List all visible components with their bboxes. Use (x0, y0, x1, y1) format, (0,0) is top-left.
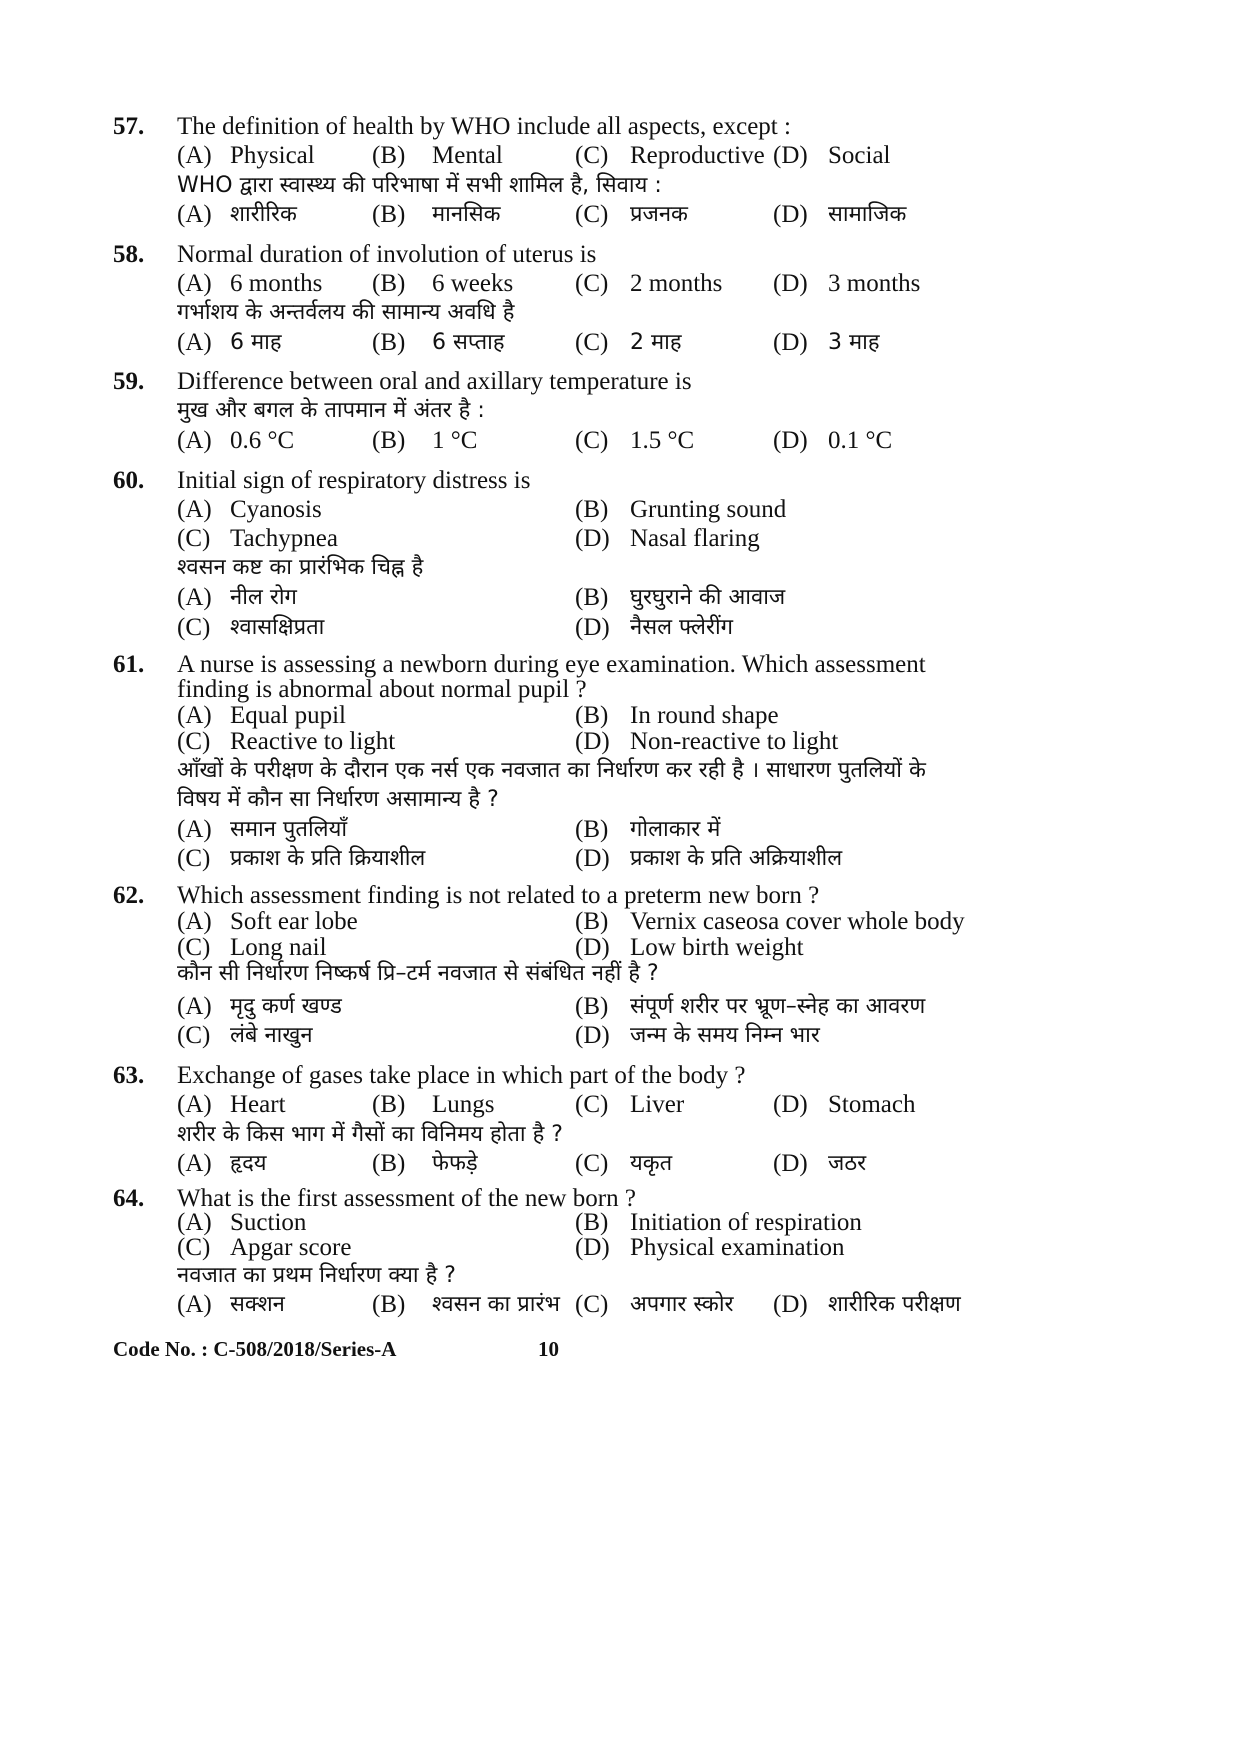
option-text: Physical examination (630, 1234, 845, 1261)
option-label: (C) (177, 1022, 211, 1049)
option-text: Stomach (828, 1091, 916, 1118)
option-text: 6 months (230, 270, 323, 297)
option-text: Low birth weight (630, 934, 804, 961)
option-text-hi: नील रोग (230, 585, 297, 610)
option-text-hi: जन्म के समय निम्न भार (630, 1023, 820, 1048)
option-text: Liver (630, 1091, 685, 1118)
option-label: (A) (177, 816, 212, 843)
option-text-hi: लंबे नाखुन (230, 1023, 313, 1048)
option-text-hi: मृदु कर्ण खण्ड (230, 994, 342, 1019)
question-text-en: Difference between oral and axillary temperature is (177, 368, 692, 395)
option-text-hi: घुरघुराने की आवाज (630, 585, 786, 610)
option-text-hi: सक्शन (230, 1292, 285, 1317)
question-text-hi: आँखों के परीक्षण के दौरान एक नर्स एक नवजात का निर्धारण कर रही है । साधारण पुतलियों के (177, 758, 926, 783)
option-label: (A) (177, 1150, 212, 1177)
option-text: Reproductive (630, 142, 765, 169)
option-text: 6 weeks (432, 270, 514, 297)
question-number: 58. (113, 241, 145, 268)
option-label: (D) (575, 1022, 610, 1049)
option-label: (B) (575, 908, 609, 935)
option-label: (D) (575, 614, 610, 641)
option-text: Soft ear lobe (230, 908, 358, 935)
question-number: 61. (113, 651, 145, 678)
question-number: 63. (113, 1062, 145, 1089)
option-text-hi: श्वसन का प्रारंभ (432, 1292, 560, 1317)
option-label: (B) (372, 1150, 406, 1177)
option-label: (D) (575, 525, 610, 552)
option-text: 1.5 °C (630, 427, 695, 454)
question-number: 59. (113, 368, 145, 395)
option-text: Apgar score (230, 1234, 352, 1261)
option-label: (A) (177, 329, 212, 356)
question-text-en: What is the first assessment of the new born ? (177, 1185, 636, 1212)
question-text-en: The definition of health by WHO include all aspects, except : (177, 113, 791, 140)
option-label: (D) (575, 1234, 610, 1261)
option-text-hi: प्रकाश के प्रति अक्रियाशील (630, 846, 843, 871)
question-text-hi: गर्भाशय के अन्तर्वलय की सामान्य अवधि है (177, 300, 515, 325)
option-label: (A) (177, 1209, 212, 1236)
option-text-hi: प्रकाश के प्रति क्रियाशील (230, 846, 426, 871)
question-number: 62. (113, 882, 145, 909)
option-text: Initiation of respiration (630, 1209, 862, 1236)
question-text-hi: कौन सी निर्धारण निष्कर्ष प्रि–टर्म नवजात से संबंधित नहीं है ? (177, 961, 659, 986)
option-text-hi: गोलाकार में (630, 817, 721, 842)
option-label: (D) (773, 427, 808, 454)
option-label: (D) (575, 728, 610, 755)
option-text-hi: 6 सप्ताह (432, 330, 505, 355)
question-number: 57. (113, 113, 145, 140)
option-label: (C) (575, 142, 609, 169)
option-text-hi: शारीरिक परीक्षण (828, 1292, 961, 1317)
option-text-hi: प्रजनक (630, 202, 688, 227)
option-label: (C) (575, 427, 609, 454)
question-text-en: finding is abnormal about normal pupil ? (177, 676, 587, 703)
option-label: (B) (372, 329, 406, 356)
option-text-hi: यकृत (630, 1151, 673, 1176)
option-text-hi: 6 माह (230, 330, 282, 355)
option-text-hi: मानसिक (432, 202, 501, 227)
option-label: (A) (177, 1091, 212, 1118)
option-text: Tachypnea (230, 525, 338, 552)
option-label: (C) (177, 614, 211, 641)
option-label: (A) (177, 427, 212, 454)
option-label: (C) (575, 1291, 609, 1318)
option-text: Reactive to light (230, 728, 396, 755)
option-label: (A) (177, 142, 212, 169)
option-text: In round shape (630, 702, 779, 729)
option-text-hi: अपगार स्कोर (630, 1292, 734, 1317)
option-label: (B) (372, 1091, 406, 1118)
option-label: (C) (575, 329, 609, 356)
option-label: (C) (177, 525, 211, 552)
option-label: (C) (575, 270, 609, 297)
option-text: 0.6 °C (230, 427, 295, 454)
option-label: (A) (177, 702, 212, 729)
option-label: (A) (177, 201, 212, 228)
option-label: (D) (575, 934, 610, 961)
option-label: (D) (773, 270, 808, 297)
option-text: Long nail (230, 934, 327, 961)
option-text: Nasal flaring (630, 525, 760, 552)
question-text-en: Exchange of gases take place in which part of the body ? (177, 1062, 746, 1089)
question-number: 60. (113, 467, 145, 494)
question-text-hi: श्वसन कष्ट का प्रारंभिक चिह्न है (177, 555, 424, 580)
option-label: (B) (575, 816, 609, 843)
option-text-hi: फेफड़े (432, 1151, 478, 1176)
option-text: Mental (432, 142, 503, 169)
option-label: (D) (773, 1091, 808, 1118)
option-label: (A) (177, 270, 212, 297)
question-text-en: Which assessment finding is not related to a preterm new born ? (177, 882, 820, 909)
option-label: (C) (575, 201, 609, 228)
option-label: (D) (773, 329, 808, 356)
option-label: (B) (372, 142, 406, 169)
option-text-hi: समान पुतलियाँ (230, 817, 348, 842)
option-text: Heart (230, 1091, 286, 1118)
option-label: (B) (575, 1209, 609, 1236)
option-label: (B) (372, 270, 406, 297)
option-text: 3 months (828, 270, 921, 297)
option-label: (C) (575, 1150, 609, 1177)
option-text: 2 months (630, 270, 723, 297)
option-label: (B) (372, 1291, 406, 1318)
option-text-hi: 3 माह (828, 330, 880, 355)
question-text-hi: नवजात का प्रथम निर्धारण क्या है ? (177, 1263, 456, 1288)
option-label: (B) (575, 993, 609, 1020)
question-text-hi: शरीर के किस भाग में गैसों का विनिमय होता है ? (177, 1122, 563, 1147)
option-label: (B) (575, 584, 609, 611)
option-label: (B) (575, 702, 609, 729)
option-text: Vernix caseosa cover whole body (630, 908, 965, 935)
option-text-hi: सामाजिक (828, 202, 907, 227)
option-text-hi: श्वासक्षिप्रता (230, 615, 325, 640)
option-label: (D) (773, 1291, 808, 1318)
question-number: 64. (113, 1185, 145, 1212)
option-text: Lungs (432, 1091, 495, 1118)
option-label: (D) (773, 201, 808, 228)
option-text: 0.1 °C (828, 427, 893, 454)
option-label: (A) (177, 993, 212, 1020)
option-label: (A) (177, 1291, 212, 1318)
option-label: (C) (177, 845, 211, 872)
question-text-en: Initial sign of respiratory distress is (177, 467, 531, 494)
footer-code: Code No. : C-508/2018/Series-A (113, 1337, 397, 1361)
option-label: (B) (372, 427, 406, 454)
option-text-hi: जठर (828, 1151, 867, 1176)
option-label: (D) (575, 845, 610, 872)
question-text-hi: विषय में कौन सा निर्धारण असामान्य है ? (177, 787, 499, 812)
option-text-hi: हृदय (230, 1151, 267, 1176)
option-label: (C) (177, 934, 211, 961)
question-text-hi: मुख और बगल के तापमान में अंतर है : (177, 398, 485, 423)
option-text: Grunting sound (630, 496, 787, 523)
option-label: (D) (773, 142, 808, 169)
page-number: 10 (538, 1337, 559, 1361)
option-label: (C) (177, 1234, 211, 1261)
question-text-hi: WHO द्वारा स्वास्थ्य की परिभाषा में सभी शामिल है, सिवाय : (177, 173, 662, 198)
question-text-en: A nurse is assessing a newborn during eye examination. Which assessment (177, 651, 926, 678)
option-text: Equal pupil (230, 702, 346, 729)
option-label: (C) (177, 728, 211, 755)
question-text-en: Normal duration of involution of uterus is (177, 241, 597, 268)
option-text: Non-reactive to light (630, 728, 839, 755)
option-text: Social (828, 142, 891, 169)
option-label: (A) (177, 496, 212, 523)
option-text: Suction (230, 1209, 307, 1236)
option-text: Cyanosis (230, 496, 322, 523)
option-text: Physical (230, 142, 315, 169)
option-text-hi: नैसल फ्लेरींग (630, 615, 734, 640)
option-label: (B) (372, 201, 406, 228)
option-label: (D) (773, 1150, 808, 1177)
option-text-hi: शारीरिक (230, 202, 297, 227)
option-text-hi: संपूर्ण शरीर पर भ्रूण–स्नेह का आवरण (630, 994, 926, 1019)
option-label: (A) (177, 584, 212, 611)
option-text-hi: 2 माह (630, 330, 682, 355)
option-text: 1 °C (432, 427, 478, 454)
option-label: (B) (575, 496, 609, 523)
option-label: (A) (177, 908, 212, 935)
option-label: (C) (575, 1091, 609, 1118)
